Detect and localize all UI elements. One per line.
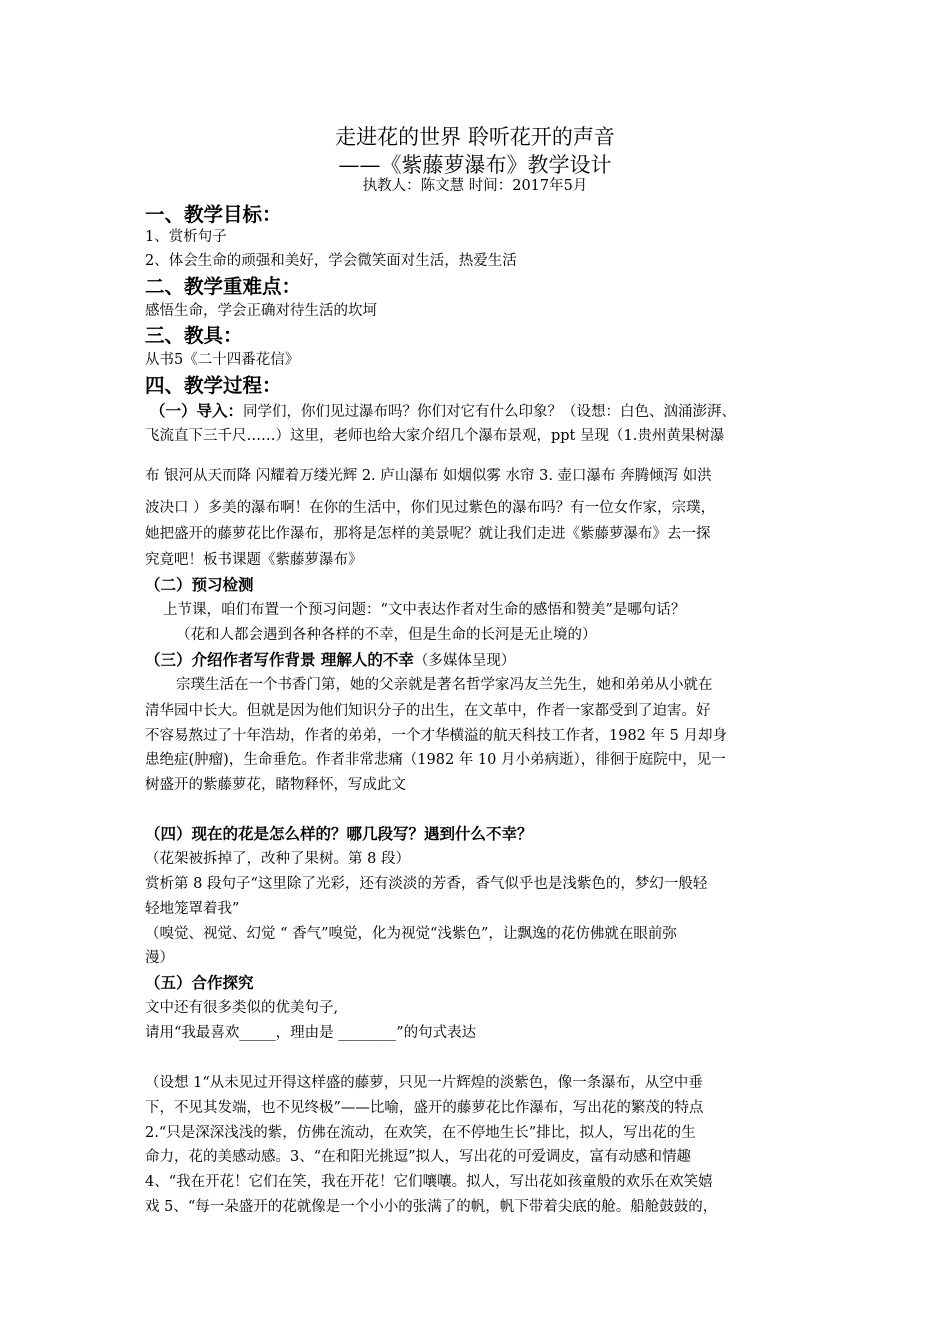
document-subtitle: ——《紫藤萝瀑布》教学设计 xyxy=(338,153,612,177)
step3-heading-note: （多媒体呈现） xyxy=(413,653,516,669)
step2-line: 上节课，咱们布置一个预习问题：“文中表达作者对生命的感悟和赞美”是哪句话？ xyxy=(163,602,686,618)
step4-line: 漫） xyxy=(145,950,174,966)
step4-line: （花架被拆掉了，改种了果树。第 8 段） xyxy=(145,851,410,867)
step1-first-line xyxy=(150,401,736,422)
step4-line: （嗅觉、视觉、幻觉 “ 香气”嗅觉，化为视觉“浅紫色”，让飘逸的花仿佛就在眼前弥 xyxy=(145,926,677,942)
author-date-line: 执教人：陈文慧 时间：2017年5月 xyxy=(362,178,588,194)
goals-heading: 一、教学目标： xyxy=(145,203,282,226)
step2-heading: （二）预习检测 xyxy=(145,575,254,594)
process-heading: 四、教学过程： xyxy=(145,374,282,397)
step5-answer-line: 下，不见其发端，也不见终极”——比喻，盛开的藤萝花比作瀑布，写出花的繁茂的特点 xyxy=(145,1100,704,1116)
goal-item: 2、体会生命的顽强和美好，学会微笑面对生活，热爱生活 xyxy=(145,253,517,269)
step1-line: 飞流直下三千尺……）这里，老师也给大家介绍几个瀑布景观，ppt 呈现（1.贵州黄果树瀑 xyxy=(145,428,725,444)
key-points-heading: 二、教学重难点： xyxy=(145,275,302,298)
step5-answer-line: 命力，花的美感动感。3、“在和阳光挑逗”拟人，写出花的可爱调皮，富有动感和情趣 xyxy=(145,1149,692,1165)
step5-answer-line: 戏 5、“每一朵盛开的花就像是一个小小的张满了的帆，帆下带着尖底的舱。船舱鼓鼓的， xyxy=(145,1199,718,1215)
step1-line: 波决口 ）多美的瀑布啊！在你的生活中，你们见过紫色的瀑布吗？有一位女作家，宗璞， xyxy=(145,500,716,516)
step3-heading-text: （三）介绍作者写作背景 理解人的不幸 xyxy=(145,650,414,669)
step1-line: 究竟吧！板书课题《紫藤萝瀑布》 xyxy=(145,552,363,568)
document-title: 走进花的世界 聆听花开的声音 xyxy=(335,125,615,149)
goal-item: 1、赏析句子 xyxy=(145,229,227,245)
step5-line: 文中还有很多类似的优美句子, xyxy=(145,1000,339,1016)
step3-line: 不容易熬过了十年浩劫，作者的弟弟，一个才华横溢的航天科技工作者，1982 年 5 月却身 xyxy=(145,728,727,744)
step1-line: 布 银河从天而降 闪耀着万缕光辉 2. 庐山瀑布 如烟似雾 水帘 3. 壶口瀑布 奔腾倾泻 如洪 xyxy=(145,468,712,484)
tools-text: 从书5《二十四番花信》 xyxy=(145,352,300,368)
step2-answer: （花和人都会遇到各种各样的不幸，但是生命的长河是无止境的） xyxy=(176,627,597,643)
step5-line: 请用“我最喜欢_____，理由是 ________”的句式表达 xyxy=(145,1025,477,1041)
step5-answer-line: 2.“只是深深浅浅的紫，仿佛在流动，在欢笑，在不停地生长”排比，拟人，写出花的生 xyxy=(145,1125,696,1141)
step1-text: 同学们，你们见过瀑布吗？你们对它有什么印象？（设想：白色、汹涌澎湃、 xyxy=(243,404,737,420)
step1-label: （一）导入： xyxy=(150,401,244,420)
step4-line: 轻地笼罩着我” xyxy=(145,901,240,917)
step3-line: 宗璞生活在一个书香门第，她的父亲就是著名哲学家冯友兰先生，她和弟弟从小就在 xyxy=(176,677,713,693)
key-points-text: 感悟生命，学会正确对待生活的坎坷 xyxy=(145,303,377,319)
step3-line: 清华园中长大。但就是因为他们知识分子的出生，在文革中，作者一家都受到了迫害。好 xyxy=(145,703,711,719)
step4-line: 赏析第 8 段句子“这里除了光彩，还有淡淡的芳香，香气似乎也是浅紫色的，梦幻一般轻 xyxy=(145,876,708,892)
step3-line: 患绝症(肿瘤)，生命垂危。作者非常悲痛（1982 年 10 月小弟病逝），徘徊于庭院中，见一 xyxy=(145,752,726,768)
step4-heading: （四）现在的花是怎么样的？哪几段写？遇到什么不幸？ xyxy=(145,824,533,843)
step3-line: 树盛开的紫藤萝花，睹物释怀，写成此文 xyxy=(145,777,406,793)
step5-answer-line: （设想 1“从未见过开得这样盛的藤萝，只见一片辉煌的淡紫色，像一条瀑布，从空中垂 xyxy=(145,1075,703,1091)
step5-answer-line: 4、“我在开花！它们在笑，我在开花！它们嚷嚷。拟人，写出花如孩童般的欢乐在欢笑嬉 xyxy=(145,1174,713,1190)
step1-line: 她把盛开的藤萝花比作瀑布，那将是怎样的美景呢？就让我们走进《紫藤萝瀑布》去一探 xyxy=(145,526,711,542)
step5-heading: （五）合作探究 xyxy=(145,973,254,992)
tools-heading: 三、教具： xyxy=(145,324,243,347)
step3-heading xyxy=(145,649,515,672)
